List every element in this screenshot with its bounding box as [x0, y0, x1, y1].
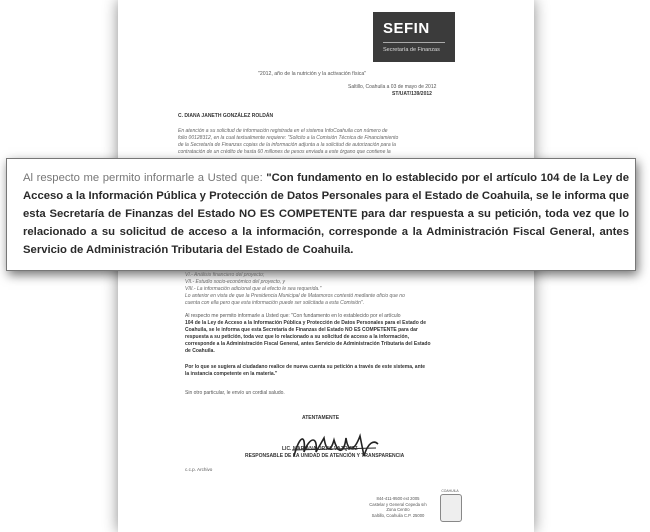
logo-name: SEFIN: [383, 20, 430, 37]
list-line: Lo anterior en vista de que la Presidencia Municipal de Matamoros contestó mediante oficio que no: [185, 293, 405, 299]
intro-line: folio 00128312, en la cual textualmente requiere: "Solicito a la Comisión Técnica de Financiamiento: [178, 135, 399, 141]
callout-text: [23, 169, 629, 259]
callout-body: "Con fundamento en lo establecido por el artículo 104 de la Ley de Acceso a la Información Pública y Protección de Datos Personales para el Estado de Coahuila, se le informa que esta Secretaría de Finanzas del Estado NO ES COMPETENTE para dar respuesta a su petición, toda vez que lo relacionado a su solicitud de acceso a la información, corresponde a la Administración Fiscal General, antes Servicio de Administración Tributaria del Estado de Coahuila.: [23, 172, 629, 256]
intro-line: En atención a su solicitud de información registrada en el sistema InfoCoahuila con número de: [178, 128, 388, 134]
list-line: VIII.- La información adicional que al efecto le sea requerida.": [185, 286, 322, 292]
address-block: [360, 496, 436, 518]
atentamente: ATENTAMENTE: [302, 415, 340, 421]
recipient: C. DIANA JANETH GONZÁLEZ ROLDÁN: [178, 113, 274, 119]
logo-subtitle: Secretaría de Finanzas: [383, 47, 440, 53]
callout-lead: Al respecto me permito informarle a Usted que:: [23, 172, 267, 184]
logo-divider: [383, 42, 445, 43]
signer-title: RESPONSABLE DE LA UNIDAD DE ATENCIÓN Y TRANSPARENCIA: [245, 453, 405, 459]
answer-line: corresponde a la Administración Fiscal General, antes Servicio de Administración Tributaria del Estado: [185, 341, 431, 347]
ccp: c.c.p. Archivo: [185, 467, 213, 472]
list-line: cuenta con ella pero que esta información puede ser solicitada a esta Comisión".: [185, 300, 365, 306]
motto: "2012, año de la nutrición y la activación física": [258, 71, 367, 77]
sefin-logo: [373, 12, 455, 62]
reference-number: ST/UAT/139/2012: [392, 91, 432, 97]
address-line: Saltillo, Coahuila C.P. 25000: [371, 512, 425, 518]
answer-line: 104 de la Ley de Acceso a la Información Pública y Protección de Datos Personales para el Estado de: [185, 320, 427, 326]
intro-line: de la Secretaría de Finanzas copias de la información adjunta a la solicitud de autorización para la: [178, 142, 396, 148]
list-line: VII.- Estudio socio-económico del proyecto, y: [185, 279, 286, 285]
address-line: Zona Centro: [386, 507, 410, 512]
address-line: Castelar y General Cepeda s/n: [369, 501, 427, 507]
zoomed-callout: [6, 158, 636, 271]
answer-line: de Coahuila.: [185, 348, 215, 354]
suggest-line: la instancia competente en la materia.": [185, 371, 278, 377]
suggest-line: Por lo que se sugiera al ciudadano realice de nueva cuenta su petición a través de este sistema, ante: [185, 364, 426, 370]
list-line: VI.- Análisis financiero del proyecto;: [185, 272, 265, 278]
seal-caption: COAHUILA: [441, 489, 459, 493]
answer-line: Al respecto me permito informarle a Usted que: "Con fundamento en lo establecido por el artículo: [185, 313, 401, 319]
intro-line: contratación de un crédito de hasta 60 millones de pesos enviada a este órgano que contiene la: [178, 149, 391, 155]
answer-line: respuesta a su petición, toda vez que lo relacionado a su solicitud de acceso a la información,: [185, 334, 409, 340]
signer-name: LIC. MARIANA ORTIZ VAZQUEZ: [282, 446, 358, 452]
place-date: Saltillo, Coahuila a 03 de mayo de 2012: [348, 84, 437, 90]
answer-line: Coahuila, se le informa que esta Secretaría de Finanzas del Estado NO ES COMPETENTE para dar: [185, 327, 418, 333]
address-line: 844-411-9500 ext 2005: [376, 496, 420, 501]
state-seal-icon: [440, 494, 462, 522]
closing: Sin otro particular, le envío un cordial saludo.: [185, 390, 285, 396]
